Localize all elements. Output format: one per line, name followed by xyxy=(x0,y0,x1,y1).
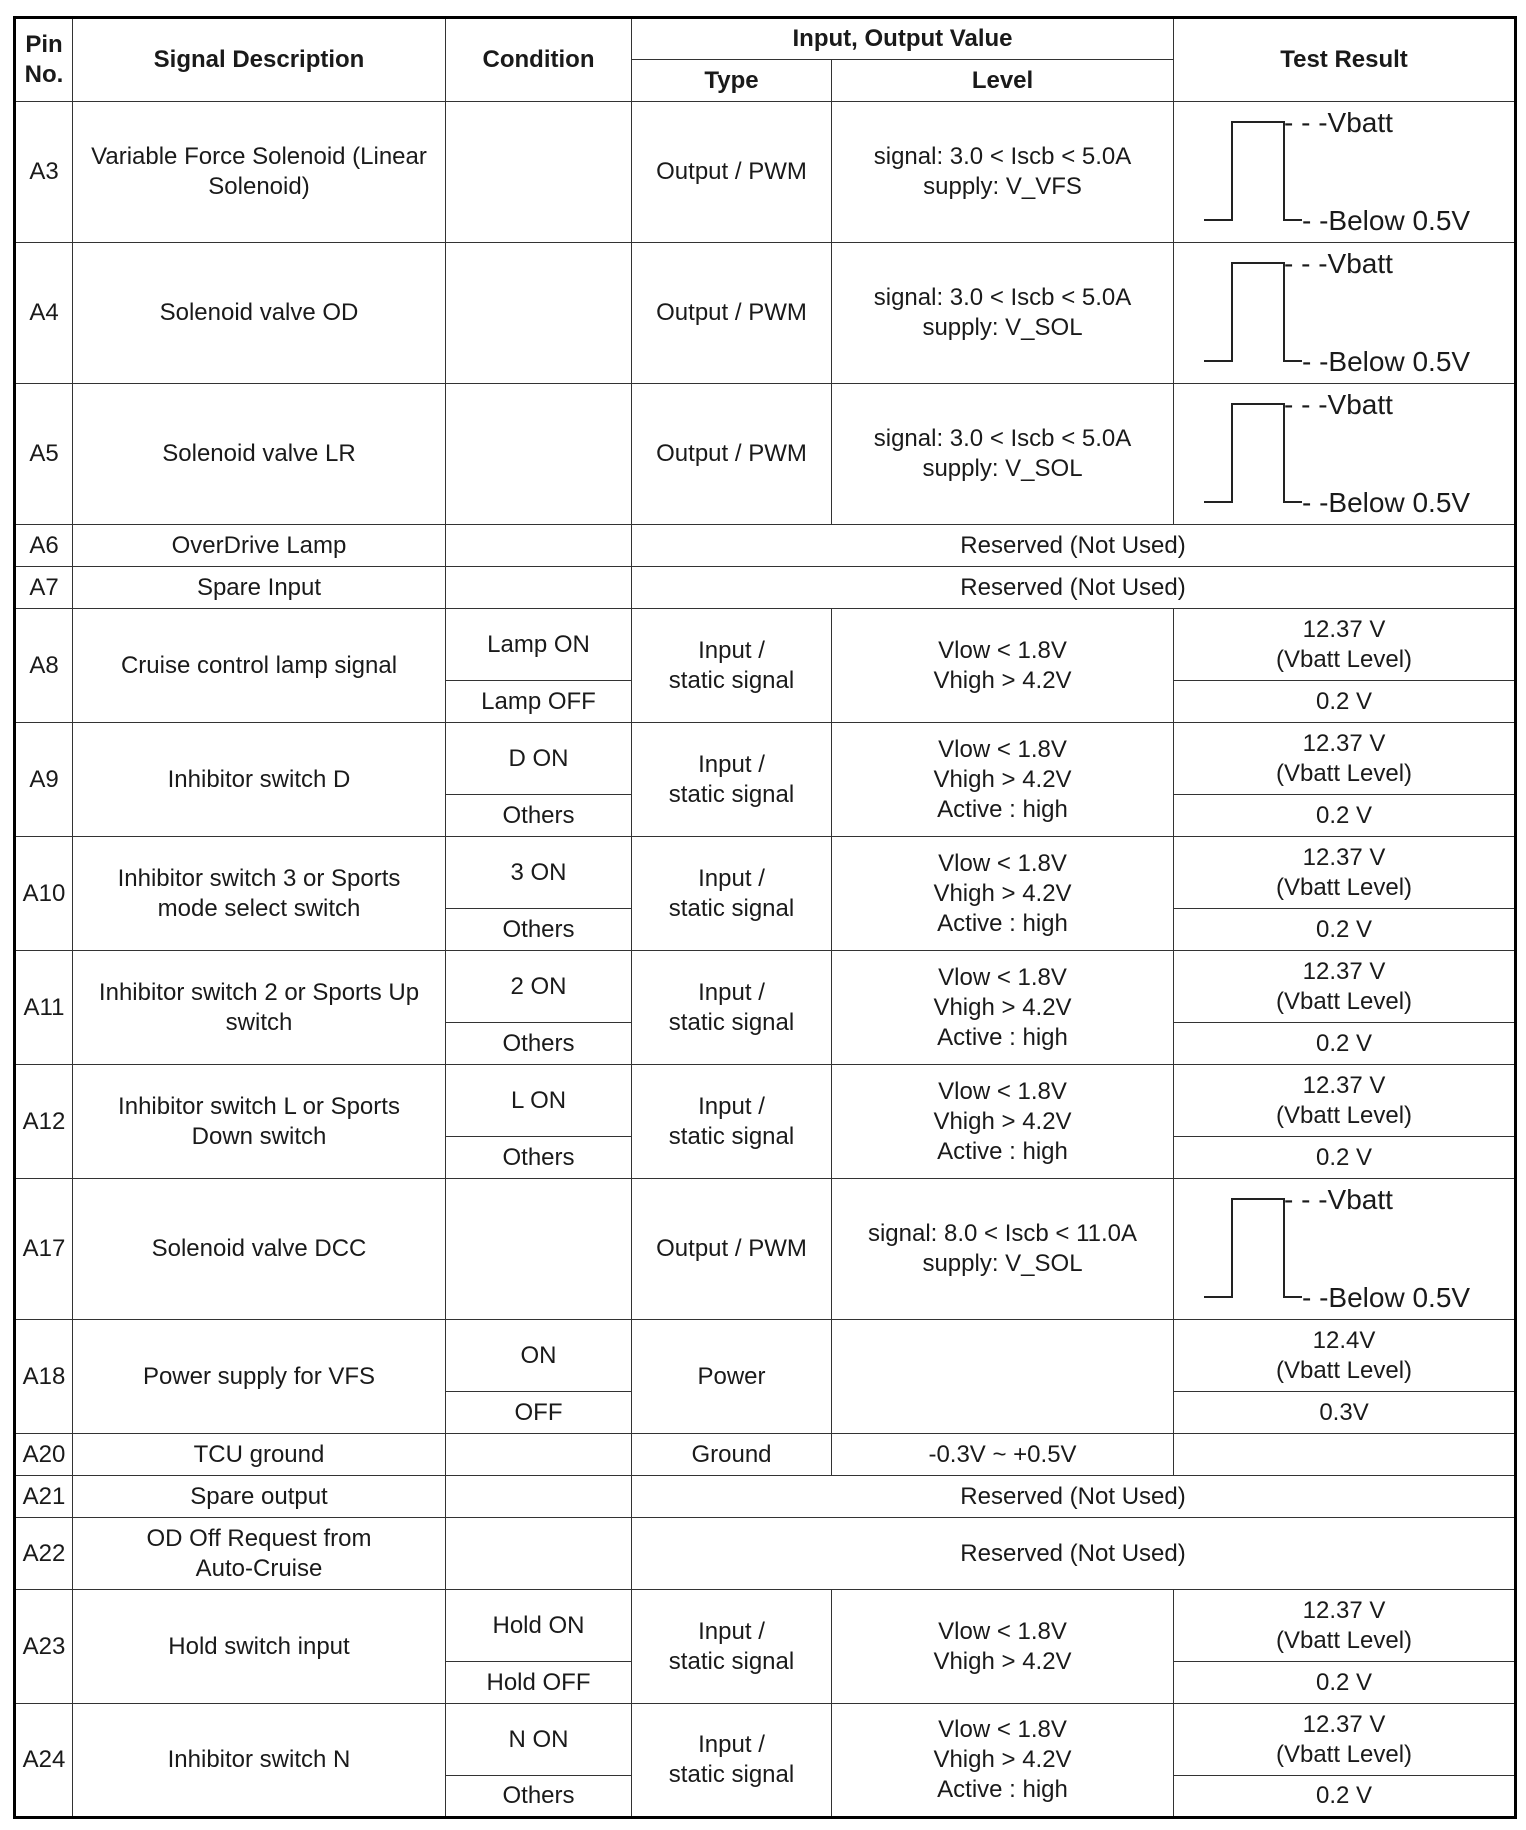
condition-cell xyxy=(446,567,632,609)
signal-description-cell: TCU ground xyxy=(73,1434,446,1476)
waveform-high-label: - - -Vbatt xyxy=(1284,1184,1393,1215)
test-result-cell: 0.2 V xyxy=(1174,1776,1516,1818)
signal-level-cell: signal: 3.0 < Iscb < 5.0A supply: V_SOL xyxy=(832,243,1174,384)
signal-type-cell: Input / static signal xyxy=(632,1704,832,1818)
condition-cell: Lamp OFF xyxy=(446,681,632,723)
condition-cell: Others xyxy=(446,1023,632,1065)
signal-description-cell: Cruise control lamp signal xyxy=(73,609,446,723)
signal-description-cell: Power supply for VFS xyxy=(73,1320,446,1434)
reserved-note-cell: Reserved (Not Used) xyxy=(632,525,1516,567)
signal-description-cell: Spare output xyxy=(73,1476,446,1518)
waveform-low-label: - -Below 0.5V xyxy=(1302,487,1471,518)
signal-description-cell: Inhibitor switch N xyxy=(73,1704,446,1818)
condition-cell: Others xyxy=(446,1137,632,1179)
signal-type-cell: Output / PWM xyxy=(632,1179,832,1320)
test-result-cell: 12.37 V (Vbatt Level) xyxy=(1174,723,1516,795)
signal-level-cell xyxy=(832,1320,1174,1434)
test-result-cell: 0.2 V xyxy=(1174,1023,1516,1065)
signal-level-cell: signal: 8.0 < Iscb < 11.0A supply: V_SOL xyxy=(832,1179,1174,1320)
condition-cell: Others xyxy=(446,1776,632,1818)
signal-description-cell: Spare Input xyxy=(73,567,446,609)
waveform-high-label: - - -Vbatt xyxy=(1284,107,1393,138)
header-pin: Pin No. xyxy=(15,18,73,102)
waveform-low-label: - -Below 0.5V xyxy=(1302,205,1471,236)
signal-type-cell: Output / PWM xyxy=(632,384,832,525)
table-row xyxy=(15,837,1516,909)
waveform-high-label: - - -Vbatt xyxy=(1284,248,1393,279)
signal-description-cell: Solenoid valve LR xyxy=(73,384,446,525)
test-result-cell: 12.37 V (Vbatt Level) xyxy=(1174,609,1516,681)
signal-type-cell: Power xyxy=(632,1320,832,1434)
table-row xyxy=(15,525,1516,567)
table-row xyxy=(15,243,1516,384)
pin-number-cell: A17 xyxy=(15,1179,73,1320)
signal-type-cell: Input / static signal xyxy=(632,951,832,1065)
condition-cell: OFF xyxy=(446,1392,632,1434)
table-row xyxy=(15,723,1516,795)
test-result-cell: 0.2 V xyxy=(1174,909,1516,951)
table-row xyxy=(15,567,1516,609)
waveform-low-label: - -Below 0.5V xyxy=(1302,346,1471,377)
table-row xyxy=(15,1704,1516,1776)
condition-cell xyxy=(446,384,632,525)
condition-cell xyxy=(446,525,632,567)
test-result-waveform-cell xyxy=(1174,102,1516,243)
pin-number-cell: A22 xyxy=(15,1518,73,1590)
signal-level-cell: Vlow < 1.8V Vhigh > 4.2V xyxy=(832,609,1174,723)
signal-description-cell: Inhibitor switch L or Sports Down switch xyxy=(73,1065,446,1179)
table-row xyxy=(15,384,1516,525)
pin-signal-table xyxy=(13,16,1517,1819)
condition-cell xyxy=(446,1476,632,1518)
signal-description-cell: Hold switch input xyxy=(73,1590,446,1704)
test-result-cell: 0.2 V xyxy=(1174,1137,1516,1179)
waveform-diagram xyxy=(1174,243,1516,383)
signal-level-cell: -0.3V ~ +0.5V xyxy=(832,1434,1174,1476)
table-row xyxy=(15,1476,1516,1518)
signal-type-cell: Input / static signal xyxy=(632,723,832,837)
pin-number-cell: A12 xyxy=(15,1065,73,1179)
test-result-cell: 0.2 V xyxy=(1174,1662,1516,1704)
reserved-note-cell: Reserved (Not Used) xyxy=(632,1518,1516,1590)
signal-level-cell: signal: 3.0 < Iscb < 5.0A supply: V_SOL xyxy=(832,384,1174,525)
signal-type-cell: Input / static signal xyxy=(632,609,832,723)
header-signal-description: Signal Description xyxy=(73,18,446,102)
signal-level-cell: Vlow < 1.8V Vhigh > 4.2V Active : high xyxy=(832,1065,1174,1179)
test-result-cell: 12.37 V (Vbatt Level) xyxy=(1174,837,1516,909)
signal-type-cell: Input / static signal xyxy=(632,1590,832,1704)
test-result-cell: 0.2 V xyxy=(1174,681,1516,723)
condition-cell: Lamp ON xyxy=(446,609,632,681)
reserved-note-cell: Reserved (Not Used) xyxy=(632,567,1516,609)
test-result-waveform-cell xyxy=(1174,1179,1516,1320)
signal-description-cell: OverDrive Lamp xyxy=(73,525,446,567)
signal-description-cell: OD Off Request from Auto-Cruise xyxy=(73,1518,446,1590)
pin-number-cell: A21 xyxy=(15,1476,73,1518)
signal-description-cell: Inhibitor switch 3 or Sports mode select switch xyxy=(73,837,446,951)
waveform-diagram xyxy=(1174,102,1516,242)
signal-level-cell: Vlow < 1.8V Vhigh > 4.2V Active : high xyxy=(832,837,1174,951)
test-result-cell: 12.37 V (Vbatt Level) xyxy=(1174,1065,1516,1137)
pin-number-cell: A20 xyxy=(15,1434,73,1476)
condition-cell: Others xyxy=(446,795,632,837)
condition-cell xyxy=(446,1518,632,1590)
test-result-cell: 0.2 V xyxy=(1174,795,1516,837)
signal-level-cell: Vlow < 1.8V Vhigh > 4.2V xyxy=(832,1590,1174,1704)
table-row xyxy=(15,1590,1516,1662)
condition-cell: N ON xyxy=(446,1704,632,1776)
signal-description-cell: Solenoid valve OD xyxy=(73,243,446,384)
pin-number-cell: A10 xyxy=(15,837,73,951)
signal-type-cell: Input / static signal xyxy=(632,837,832,951)
header-condition: Condition xyxy=(446,18,632,102)
condition-cell xyxy=(446,243,632,384)
waveform-diagram xyxy=(1174,384,1516,524)
condition-cell: Hold ON xyxy=(446,1590,632,1662)
signal-type-cell: Ground xyxy=(632,1434,832,1476)
header-level: Level xyxy=(832,60,1174,102)
test-result-cell xyxy=(1174,1434,1516,1476)
signal-level-cell: signal: 3.0 < Iscb < 5.0A supply: V_VFS xyxy=(832,102,1174,243)
pin-number-cell: A9 xyxy=(15,723,73,837)
signal-type-cell: Output / PWM xyxy=(632,102,832,243)
condition-cell xyxy=(446,1179,632,1320)
pin-number-cell: A23 xyxy=(15,1590,73,1704)
reserved-note-cell: Reserved (Not Used) xyxy=(632,1476,1516,1518)
signal-level-cell: Vlow < 1.8V Vhigh > 4.2V Active : high xyxy=(832,723,1174,837)
signal-type-cell: Input / static signal xyxy=(632,1065,832,1179)
test-result-cell: 12.4V (Vbatt Level) xyxy=(1174,1320,1516,1392)
header-test-result: Test Result xyxy=(1174,18,1516,102)
table-row xyxy=(15,1434,1516,1476)
signal-description-cell: Solenoid valve DCC xyxy=(73,1179,446,1320)
signal-description-cell: Inhibitor switch D xyxy=(73,723,446,837)
table-row xyxy=(15,102,1516,243)
condition-cell: D ON xyxy=(446,723,632,795)
pin-number-cell: A18 xyxy=(15,1320,73,1434)
pin-number-cell: A6 xyxy=(15,525,73,567)
signal-description-cell: Inhibitor switch 2 or Sports Up switch xyxy=(73,951,446,1065)
waveform-diagram xyxy=(1174,1179,1516,1319)
condition-cell: Others xyxy=(446,909,632,951)
pin-number-cell: A8 xyxy=(15,609,73,723)
condition-cell: ON xyxy=(446,1320,632,1392)
pin-number-cell: A11 xyxy=(15,951,73,1065)
waveform-high-label: - - -Vbatt xyxy=(1284,389,1393,420)
table-row xyxy=(15,609,1516,681)
table-row xyxy=(15,951,1516,1023)
pin-number-cell: A3 xyxy=(15,102,73,243)
header-io-value: Input, Output Value xyxy=(632,18,1174,60)
test-result-cell: 0.3V xyxy=(1174,1392,1516,1434)
table-row xyxy=(15,1179,1516,1320)
condition-cell: 3 ON xyxy=(446,837,632,909)
waveform-low-label: - -Below 0.5V xyxy=(1302,1282,1471,1313)
header-type: Type xyxy=(632,60,832,102)
condition-cell: Hold OFF xyxy=(446,1662,632,1704)
condition-cell xyxy=(446,102,632,243)
table-row xyxy=(15,1320,1516,1392)
pin-number-cell: A24 xyxy=(15,1704,73,1818)
test-result-cell: 12.37 V (Vbatt Level) xyxy=(1174,951,1516,1023)
signal-description-cell: Variable Force Solenoid (Linear Solenoid) xyxy=(73,102,446,243)
pin-number-cell: A5 xyxy=(15,384,73,525)
condition-cell: L ON xyxy=(446,1065,632,1137)
signal-type-cell: Output / PWM xyxy=(632,243,832,384)
test-result-waveform-cell xyxy=(1174,243,1516,384)
pin-number-cell: A7 xyxy=(15,567,73,609)
pin-number-cell: A4 xyxy=(15,243,73,384)
signal-level-cell: Vlow < 1.8V Vhigh > 4.2V Active : high xyxy=(832,951,1174,1065)
signal-level-cell: Vlow < 1.8V Vhigh > 4.2V Active : high xyxy=(832,1704,1174,1818)
test-result-cell: 12.37 V (Vbatt Level) xyxy=(1174,1590,1516,1662)
test-result-cell: 12.37 V (Vbatt Level) xyxy=(1174,1704,1516,1776)
condition-cell: 2 ON xyxy=(446,951,632,1023)
test-result-waveform-cell xyxy=(1174,384,1516,525)
condition-cell xyxy=(446,1434,632,1476)
table-row xyxy=(15,1518,1516,1590)
table-row xyxy=(15,1065,1516,1137)
